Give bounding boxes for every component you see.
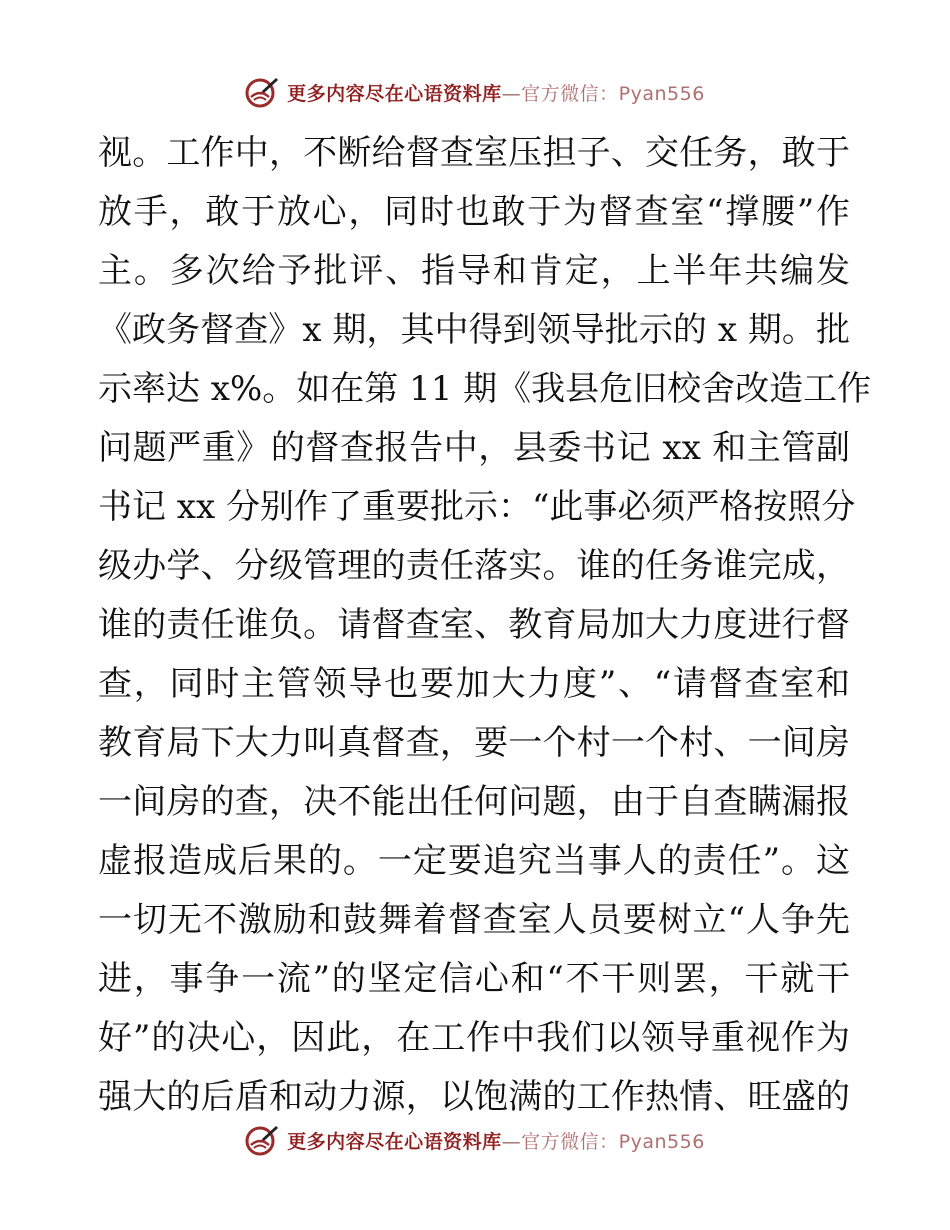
- header-watermark-text: [287, 79, 705, 106]
- text-line: 《政务督查》x 期，其中得到领导批示的 x 期。批: [98, 310, 850, 350]
- red-book-pen-icon: [245, 75, 279, 109]
- text-line: 查，同时主管领导也要加大力度”、“请督查室和: [98, 664, 850, 704]
- header-wechat-text: 官方微信：Pyan556: [521, 82, 705, 105]
- text-line: 示率达 x%。如在第 11 期《我县危旧校舍改造工作: [98, 369, 872, 409]
- header-watermark: [0, 72, 950, 112]
- text-line: 主。多次给予批评、指导和肯定，上半年共编发: [98, 251, 850, 291]
- text-line: 级办学、分级管理的责任落实。谁的任务谁完成，: [98, 546, 850, 586]
- text-line: 好”的决心，因此，在工作中我们以领导重视作为: [98, 1018, 850, 1058]
- document-body: [98, 124, 872, 1127]
- header-brand-text: 更多内容尽在心语资料库: [287, 82, 502, 105]
- red-book-pen-icon: [245, 1123, 279, 1157]
- footer-wechat-text: 官方微信：Pyan556: [521, 1130, 705, 1153]
- footer-separator: —: [501, 1130, 522, 1153]
- text-line: 一切无不激励和鼓舞着督查室人员要树立“人争先: [98, 900, 850, 940]
- text-line: 书记 xx 分别作了重要批示：“此事必须严格按照分: [98, 487, 856, 527]
- text-line: 强大的后盾和动力源，以饱满的工作热情、旺盛的: [98, 1077, 850, 1117]
- footer-watermark-text: [287, 1127, 705, 1154]
- text-line: 谁的责任谁负。请督查室、教育局加大力度进行督: [98, 605, 850, 645]
- text-line: 进，事争一流”的坚定信心和“不干则罢，干就干: [98, 959, 850, 999]
- header-separator: —: [501, 82, 522, 105]
- text-line: 视。工作中，不断给督查室压担子、交任务，敢于: [98, 133, 850, 173]
- text-line: 虚报造成后果的。一定要追究当事人的责任”。这: [98, 841, 850, 881]
- text-line: 教育局下大力叫真督查，要一个村一个村、一间房: [98, 723, 850, 763]
- footer-brand-text: 更多内容尽在心语资料库: [287, 1130, 502, 1153]
- footer-watermark: [0, 1120, 950, 1160]
- text-line: 一间房的查，决不能出任何问题，由于自查瞒漏报: [98, 782, 850, 822]
- text-line: 问题严重》的督查报告中，县委书记 xx 和主管副: [98, 428, 850, 468]
- text-line: 放手，敢于放心，同时也敢于为督查室“撑腰”作: [98, 192, 850, 232]
